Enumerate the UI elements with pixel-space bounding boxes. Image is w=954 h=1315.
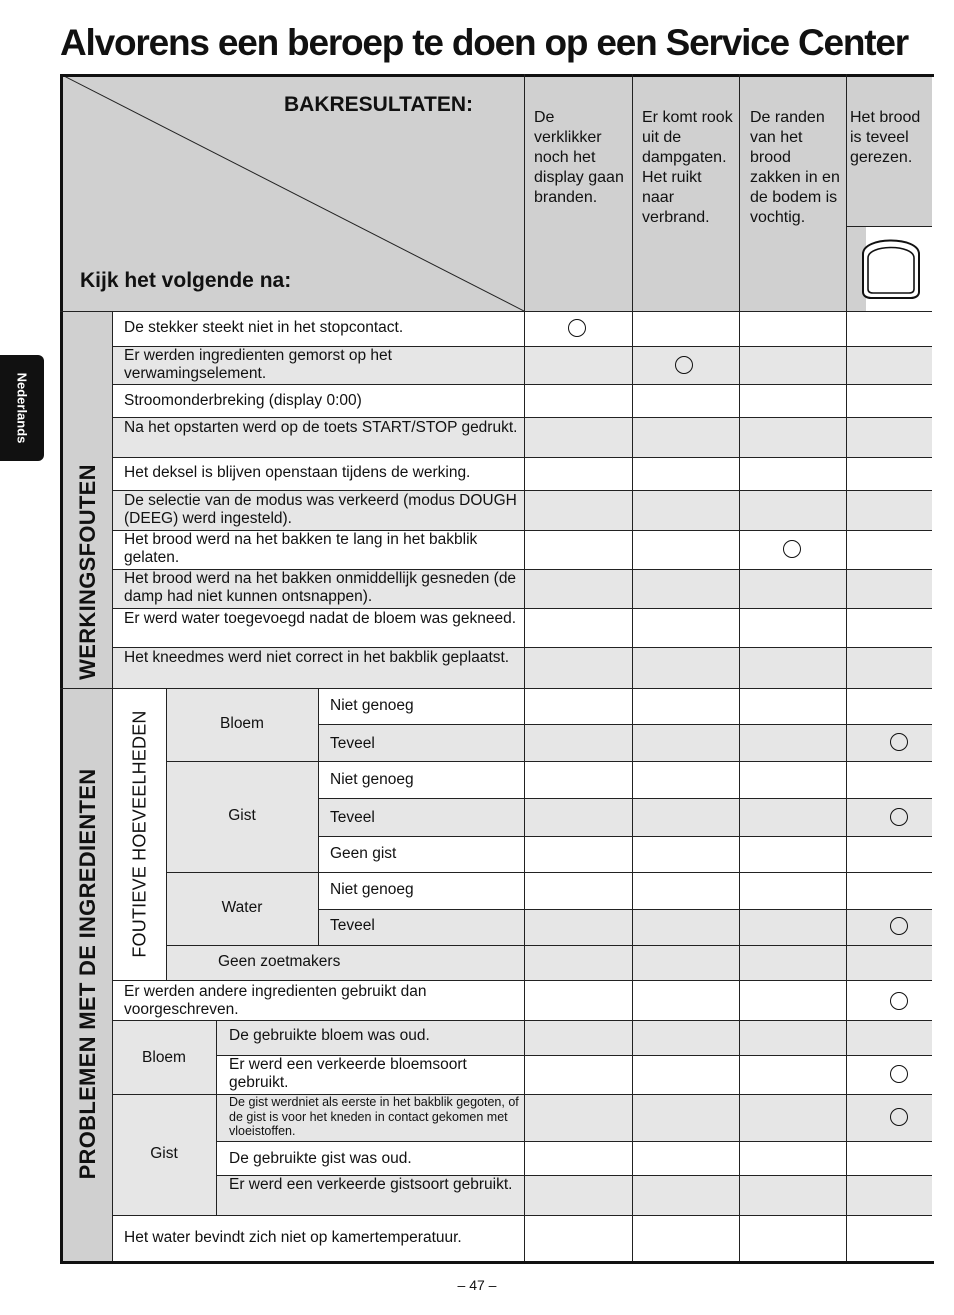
- column-header-4: Het brood is teveel gerezen.: [850, 109, 921, 166]
- geen-gist: Geen gist: [330, 845, 397, 862]
- marker-circle: [890, 917, 908, 935]
- marker-circle: [783, 540, 801, 558]
- foutieve-label: FOUTIEVE HOEVEELHEDEN: [129, 710, 150, 958]
- page-title: Alvorens een beroep te doen op een Service Center: [60, 22, 908, 63]
- marker-circle: [890, 808, 908, 826]
- gist-verkeerde-soort: Er werd een verkeerde gistsoort gebruikt.: [229, 1176, 513, 1193]
- row-kneedmes: Het kneedmes werd niet correct in het bakblik geplaatst.: [124, 649, 510, 666]
- row-modus: De selectie van de modus was verkeerd (modus DOUGH (DEEG) werd ingesteld).: [124, 492, 517, 527]
- language-tab: [0, 355, 44, 461]
- row-onmiddellijk-gesneden: Het brood werd na het bakken onmiddellijk gesneden (de damp had niet kunnen ontsnappen).: [124, 570, 517, 605]
- row-water-temperatuur: Het water bevindt zich niet op kamertemperatuur.: [124, 1229, 462, 1246]
- row-andere-ingredienten: Er werden andere ingredienten gebruikt dan voorgeschreven.: [124, 983, 427, 1018]
- marker-circle: [568, 319, 586, 337]
- row-start-stop: Na het opstarten werd op de toets START/STOP gedrukt.: [124, 419, 518, 436]
- marker-circle: [890, 1065, 908, 1083]
- group-water: Water: [221, 899, 263, 916]
- group-gist-kwaliteit: Gist: [150, 1145, 178, 1162]
- column-header-3: De randen van het brood zakken in en de bodem is vochtig.: [750, 109, 840, 226]
- water-niet-genoeg: Niet genoeg: [330, 881, 414, 898]
- row-te-lang: Het brood werd na het bakken te lang in het bakblik gelaten.: [124, 531, 478, 566]
- bloem-verkeerde-soort: Er werd een verkeerde bloemsoort gebruikt.: [229, 1056, 467, 1091]
- group-gist: Gist: [228, 807, 256, 824]
- gist-teveel: Teveel: [330, 809, 375, 826]
- group-bloem: Bloem: [220, 715, 264, 732]
- geen-zoetmakers: Geen zoetmakers: [218, 953, 341, 970]
- row-stekker: De stekker steekt niet in het stopcontact.: [124, 319, 404, 336]
- bloem-niet-genoeg: Niet genoeg: [330, 697, 414, 714]
- troubleshooting-table: [60, 74, 932, 1264]
- gist-oud: De gebruikte gist was oud.: [229, 1150, 412, 1167]
- marker-circle: [890, 992, 908, 1010]
- water-teveel: Teveel: [330, 917, 375, 934]
- marker-circle: [890, 733, 908, 751]
- bakresultaten-heading: BAKRESULTATEN:: [284, 93, 473, 116]
- problemen-label: PROBLEMEN MET DE INGREDIENTEN: [75, 768, 100, 1180]
- page-number: – 47 –: [457, 1277, 497, 1293]
- language-tab-label: Nederlands: [14, 372, 30, 444]
- row-stroomonderbreking: Stroomonderbreking (display 0:00): [124, 392, 362, 409]
- marker-circle: [675, 356, 693, 374]
- group-bloem-kwaliteit: Bloem: [142, 1049, 186, 1066]
- row-water-toegevoegd: Er werd water toegevoegd nadat de bloem was gekneed.: [124, 610, 517, 627]
- bloem-oud: De gebruikte bloem was oud.: [229, 1027, 430, 1044]
- gist-niet-genoeg: Niet genoeg: [330, 771, 414, 788]
- bread-pan-icon: [857, 234, 925, 300]
- column-header-1: De verklikker noch het display gaan branden.: [534, 109, 624, 206]
- marker-circle: [890, 1108, 908, 1126]
- column-header-2: Er komt rook uit de dampgaten. Het ruikt naar verbrand.: [642, 109, 733, 226]
- werkingsfouten-label: WERKINGSFOUTEN: [75, 464, 100, 680]
- gist-contact-vloeistoffen: De gist werdniet als eerste in het bakblik gegoten, of de gist is voor het kneden in contact gekomen met vloeistoffen.: [229, 1095, 519, 1138]
- kijk-heading: Kijk het volgende na:: [80, 269, 292, 292]
- row-deksel: Het deksel is blijven openstaan tijdens de werking.: [124, 464, 471, 481]
- bloem-teveel: Teveel: [330, 735, 375, 752]
- row-ingredienten-gemorst: Er werden ingredienten gemorst op het verwamingselement.: [124, 347, 392, 382]
